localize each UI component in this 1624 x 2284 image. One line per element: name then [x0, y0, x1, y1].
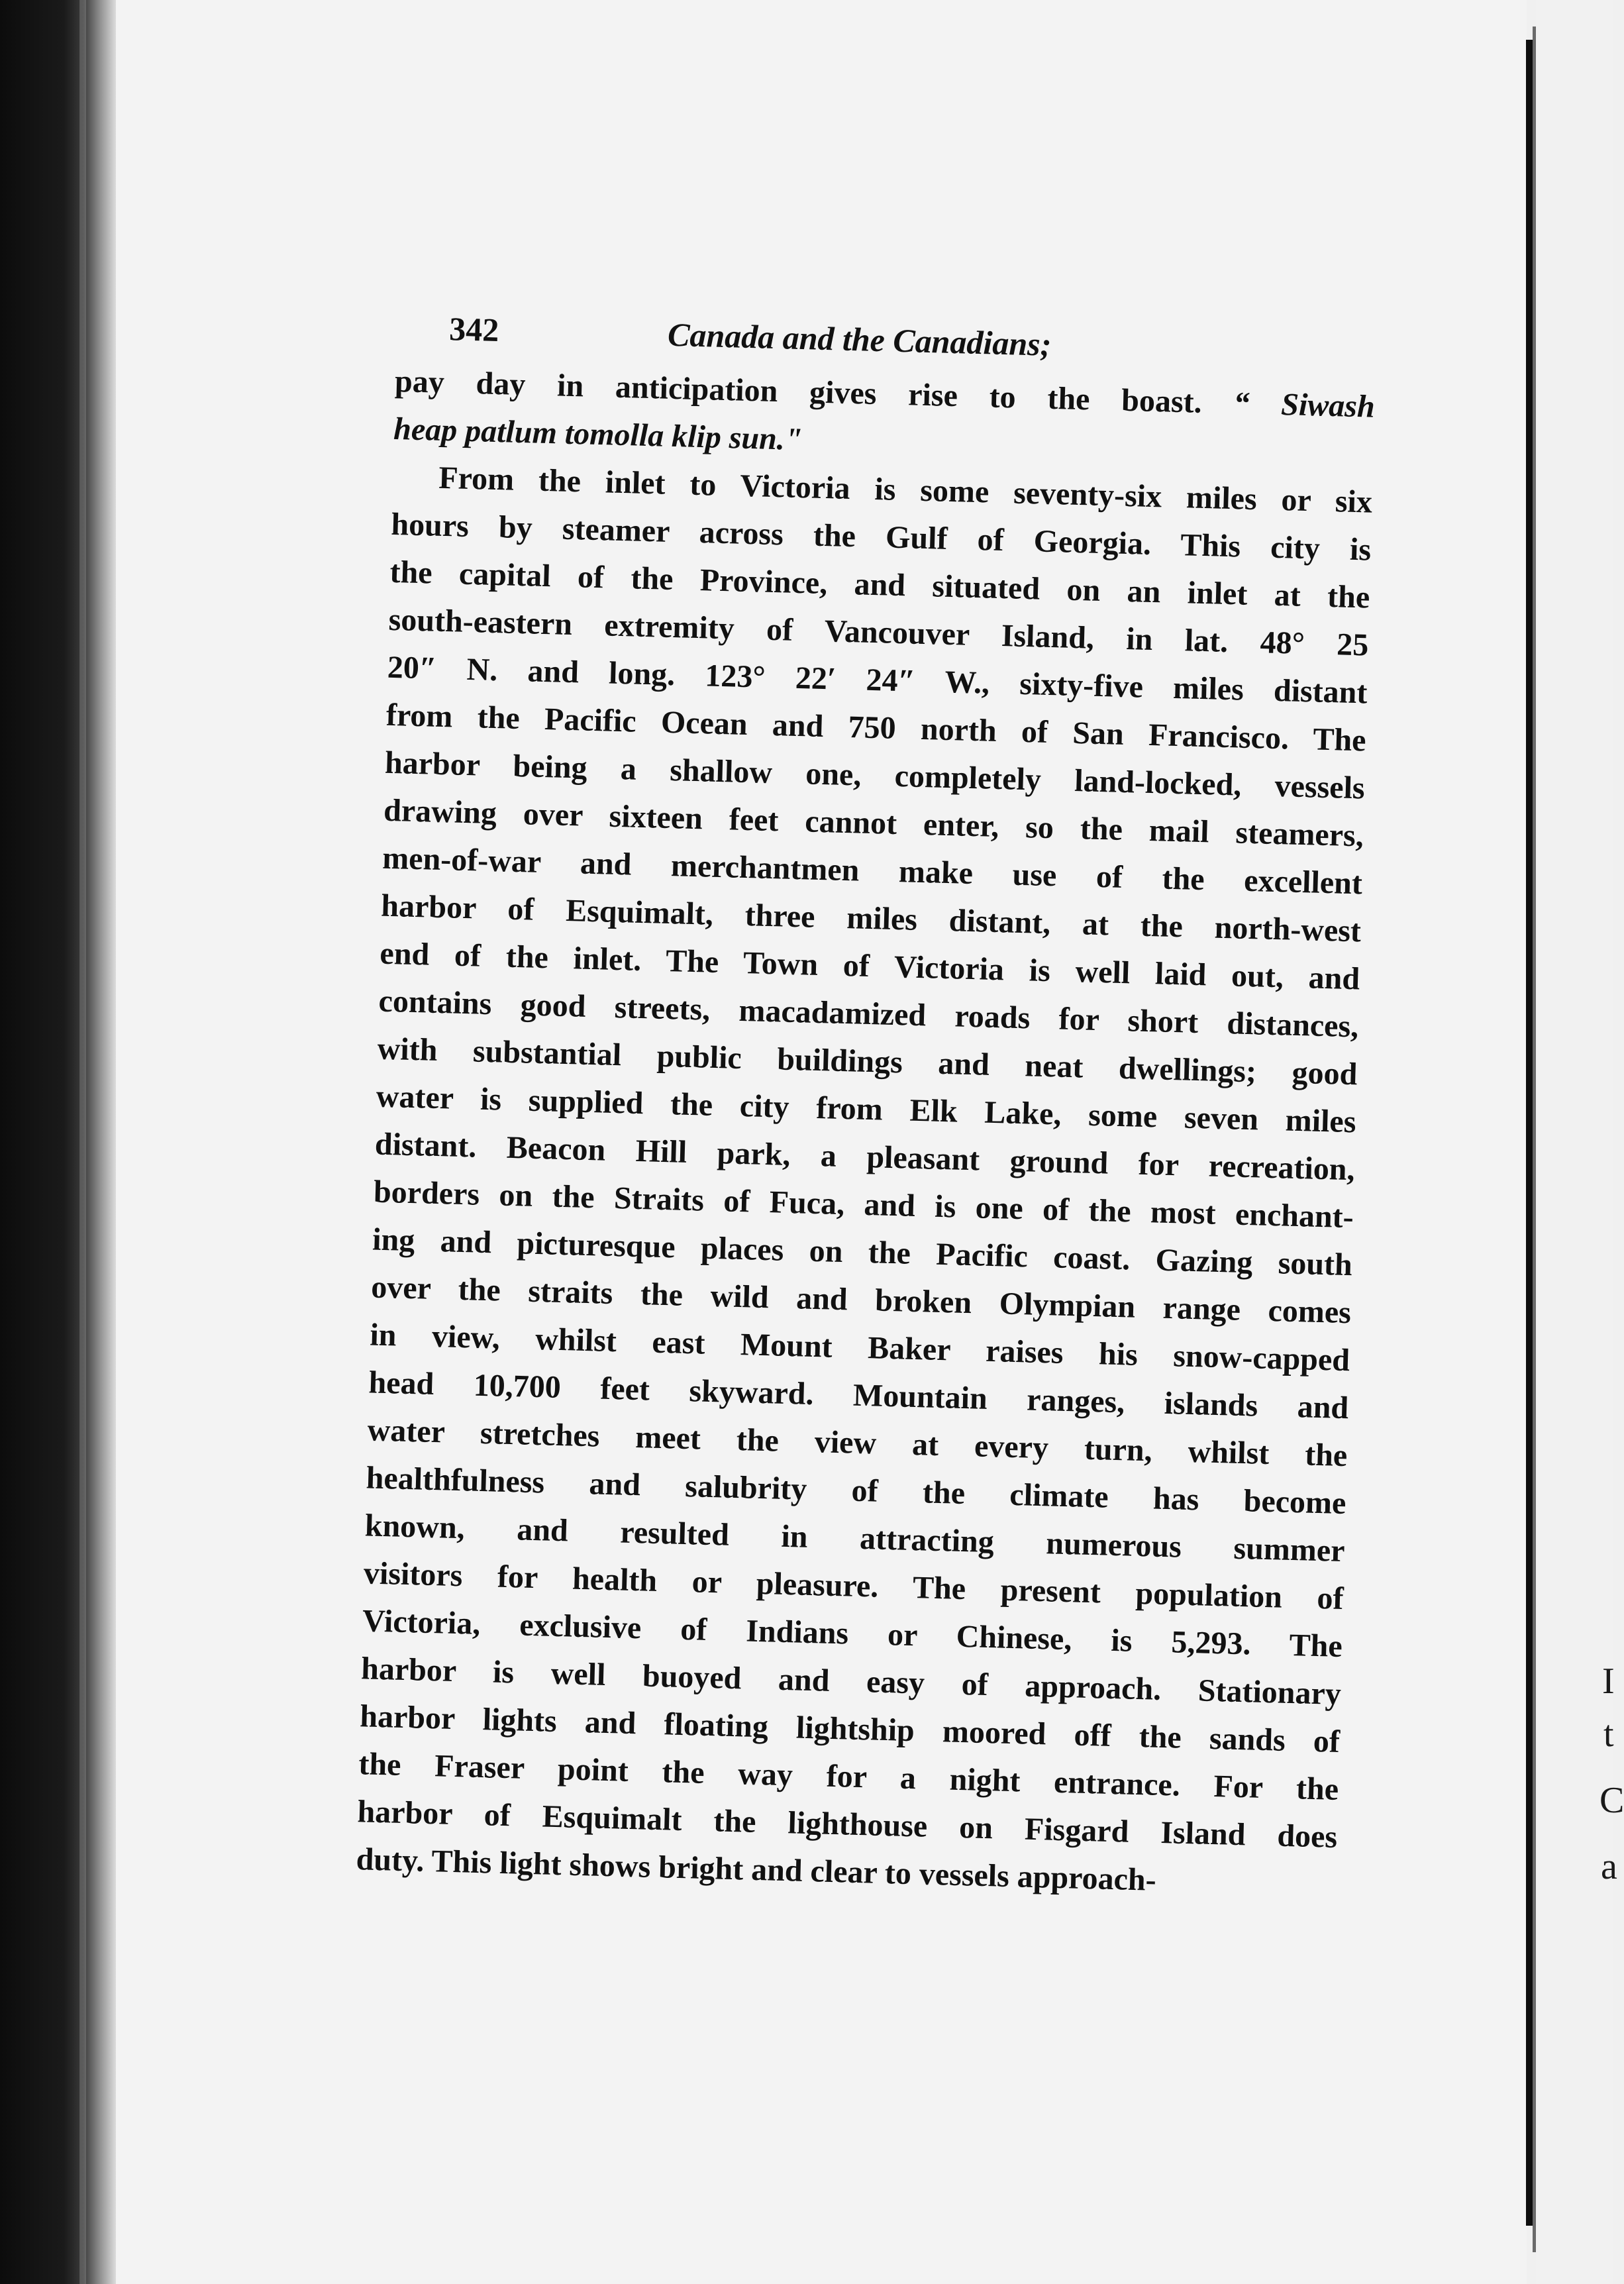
text-line: end of the inlet. The Town of Victoria is well laid out, and — [379, 935, 1360, 997]
page-gutter-line — [1526, 40, 1533, 2226]
text-line: harbor lights and floating lightship moored off the sands of — [359, 1698, 1341, 1759]
facing-page-fragment: a — [1601, 1846, 1617, 1887]
text-line: healthfulness and salubrity of the climate has become — [366, 1460, 1347, 1522]
text-line: known, and resulted in attracting numerous summer — [364, 1508, 1346, 1569]
text-line: men-of-war and merchantmen make use of the excellent — [381, 840, 1363, 902]
italic-quote: “ Siwash — [1233, 386, 1376, 425]
text-line: water stretches meet the view at every turn, whilst the — [367, 1412, 1348, 1474]
facing-page-fragment: t — [1603, 1714, 1614, 1755]
text-line: pay day in anticipation gives rise to the boast. “ Siwash — [394, 363, 1376, 425]
text-line: in view, whilst east Mount Baker raises his snow-capped — [369, 1317, 1350, 1378]
text-line: drawing over sixteen feet cannot enter, so the mail steamers, — [383, 792, 1364, 854]
running-title: Canada and the Canadians; — [667, 315, 1052, 363]
facing-page-fragment: C — [1599, 1780, 1624, 1821]
binding-highlight — [79, 0, 86, 2284]
text-line: the capital of the Province, and situated on an inlet at the — [389, 554, 1370, 615]
facing-page-fragment: I — [1602, 1661, 1615, 1702]
book-binding-shadow — [0, 0, 116, 2284]
text-line: 20″ N. and long. 123° 22′ 24″ W., sixty-five miles distant — [387, 649, 1368, 711]
text-line: contains good streets, macadamized roads for short distances, — [378, 983, 1359, 1045]
text-line: borders on the Straits of Fuca, and is one of the most enchant- — [373, 1174, 1354, 1235]
text-line: duty. This light shows bright and clear to vessels approach- — [356, 1842, 1157, 1898]
text-line: heap patlum tomolla klip sun." — [393, 411, 803, 458]
text-line: visitors for health or pleasure. The present population of — [363, 1555, 1345, 1617]
text-line: the Fraser point the way for a night entrance. For the — [358, 1746, 1339, 1807]
text-line: From the inlet to Victoria is some seventy-six miles or six — [438, 460, 1373, 520]
text-line: ing and picturesque places on the Pacific coast. Gazing south — [372, 1221, 1353, 1283]
text-line: hours by steamer across the Gulf of Georgia. This city is — [390, 506, 1372, 568]
text-line: distant. Beacon Hill park, a pleasant ground for recreation, — [374, 1126, 1356, 1188]
text-line: harbor of Esquimalt the lighthouse on Fisgard Island does — [356, 1794, 1338, 1855]
text-line: harbor being a shallow one, completely land-locked, vessels — [384, 745, 1366, 806]
text-line: with substantial public buildings and neat dwellings; good — [377, 1031, 1358, 1092]
text-line: over the straits the wild and broken Olympian range comes — [370, 1269, 1352, 1331]
text-line: harbor is well buoyed and easy of approach. Stationary — [360, 1651, 1342, 1712]
text-line: water is supplied the city from Elk Lake, some seven miles — [376, 1078, 1357, 1140]
facing-page-edge — [1536, 0, 1624, 2284]
page-number: 342 — [448, 310, 500, 349]
text-line: south-eastern extremity of Vancouver Island, in lat. 48° 25 — [388, 601, 1369, 663]
text-line: harbor of Esquimalt, three miles distant, at the north-west — [380, 888, 1362, 949]
text-line: head 10,700 feet skyward. Mountain ranges, islands and — [368, 1365, 1349, 1426]
text-line: Victoria, exclusive of Indians or Chinese, is 5,293. The — [362, 1603, 1343, 1665]
page-text-block — [356, 285, 1378, 1909]
text-line: from the Pacific Ocean and 750 north of San Francisco. The — [385, 697, 1367, 758]
